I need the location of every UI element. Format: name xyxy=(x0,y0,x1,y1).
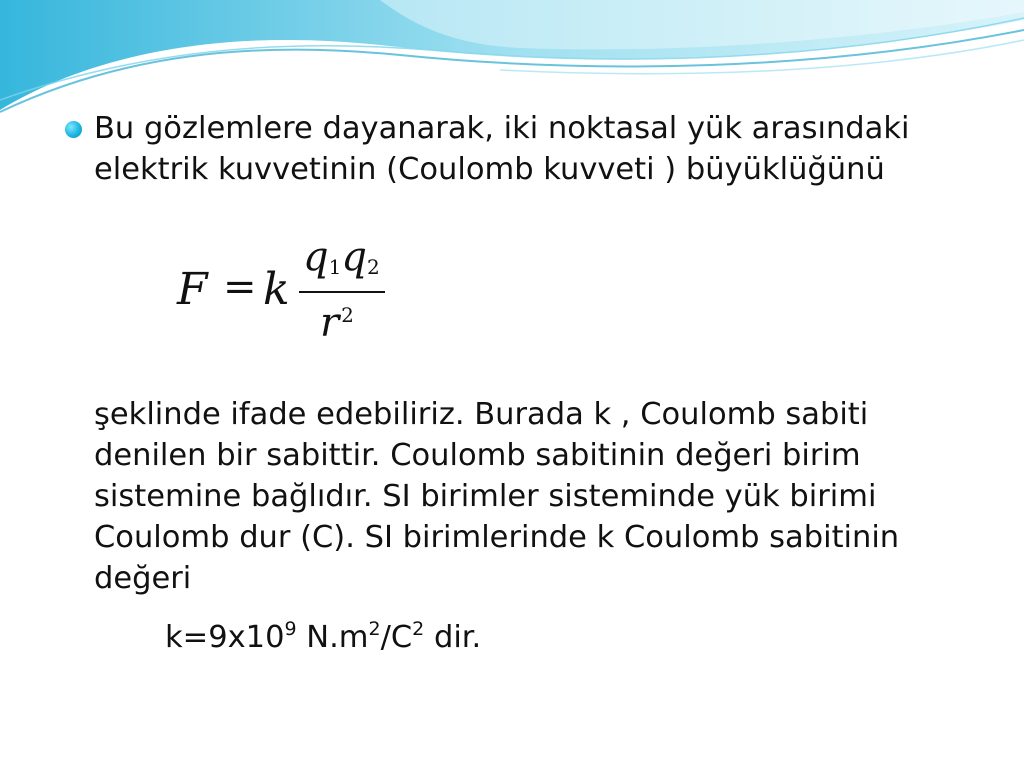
explanation-paragraph: şeklinde ifade edebiliriz. Burada k , Coulomb sabiti denilen bir sabittir. Coulomb sabitinin değeri birim sistemine bağlıdır. SI birimler sisteminde yük birimi Coulomb dur (C). SI birimlerinde k Coulomb sabitinin değeri xyxy=(94,397,900,596)
k-value-unit-c: /C xyxy=(380,620,413,655)
k-value-prefix: k=9x10 xyxy=(165,620,285,655)
formula-constant: k xyxy=(263,264,290,315)
formula-exponent: 2 xyxy=(341,303,354,327)
formula-charge-2: q xyxy=(341,234,367,280)
round-bullet-icon xyxy=(65,121,82,138)
formula-distance: r xyxy=(320,300,340,346)
k-value-line xyxy=(165,609,481,658)
formula-equals: = xyxy=(223,264,257,310)
formula-sub-2: 2 xyxy=(366,255,380,279)
formula-numerator xyxy=(303,234,380,280)
k-value-exp-9: 9 xyxy=(284,618,297,640)
bullet-block xyxy=(63,108,983,190)
formula-denominator xyxy=(320,300,354,346)
k-value-unit-nm: N.m xyxy=(296,620,369,655)
formula-charge-1: q xyxy=(303,234,329,280)
bullet-item xyxy=(63,108,983,190)
bullet-text: Bu gözlemlere dayanarak, iki noktasal yük arasındaki elektrik kuvvetinin (Coulomb kuvveti ) büyüklüğünü xyxy=(94,111,910,187)
formula-fraction-bar xyxy=(299,291,385,293)
k-value-suffix: dir. xyxy=(424,620,482,655)
header-wave-decoration xyxy=(0,0,1024,120)
k-value-exp-m: 2 xyxy=(368,618,381,640)
k-value-exp-c: 2 xyxy=(412,618,425,640)
coulomb-formula xyxy=(175,234,405,350)
formula-force: F xyxy=(177,264,208,315)
formula-sub-1: 1 xyxy=(328,255,342,279)
